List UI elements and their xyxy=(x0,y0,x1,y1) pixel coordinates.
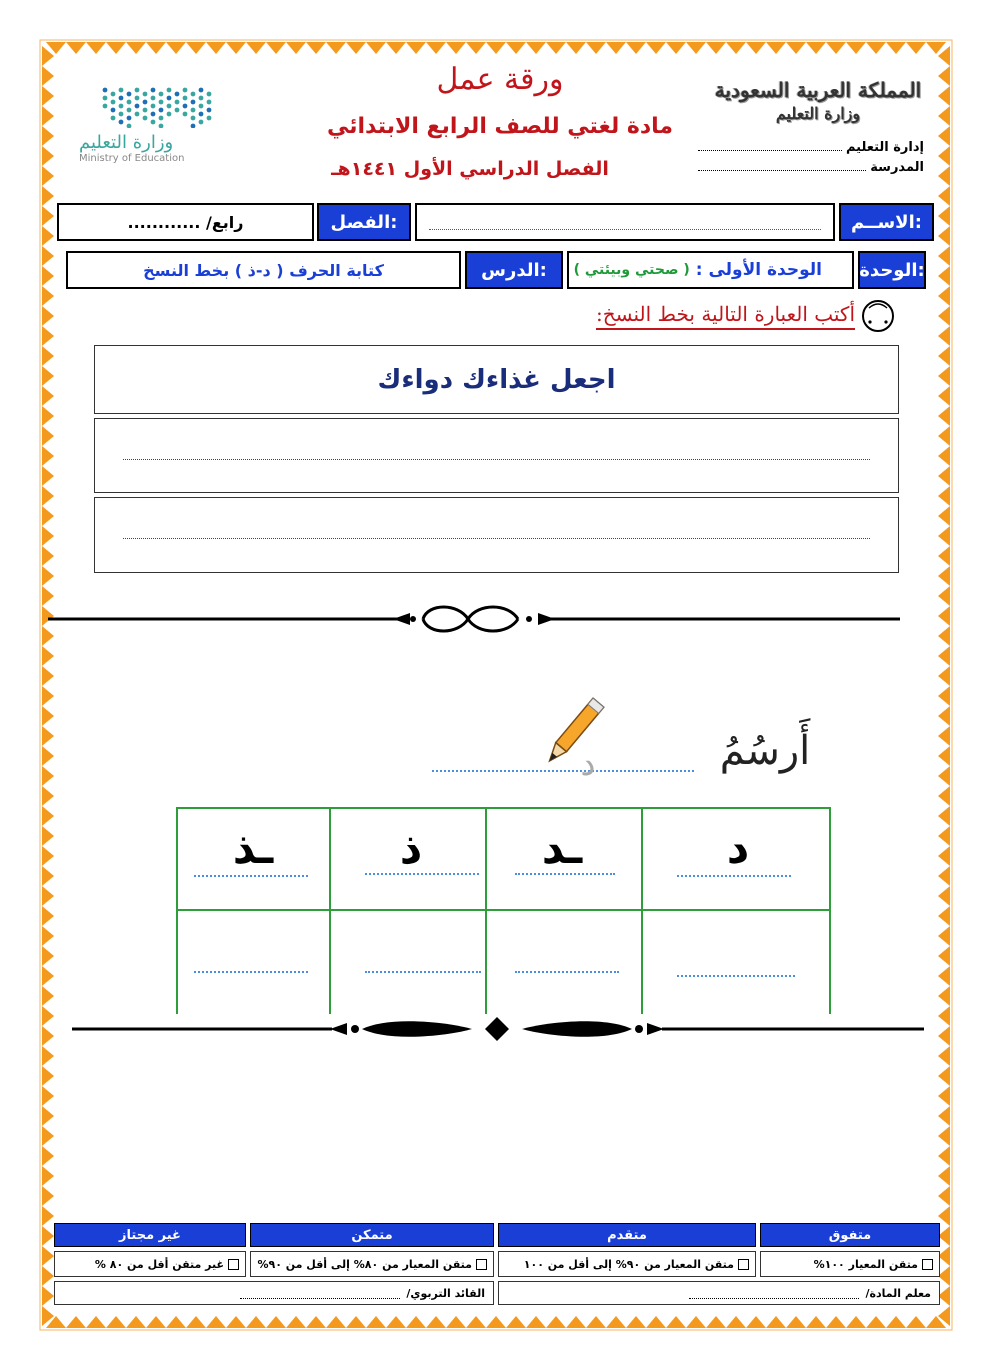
model-sentence: اجعل غذاءك دواءك xyxy=(377,364,616,395)
kingdom-logo xyxy=(712,78,924,138)
practice-cell-1[interactable] xyxy=(643,911,829,1011)
letter-cell-3 xyxy=(331,809,485,909)
letter-cell-2 xyxy=(487,809,641,909)
kingdom-logo-text: المملكة العربية السعودية xyxy=(714,78,922,102)
school-line xyxy=(698,160,924,175)
checkbox-icon xyxy=(922,1259,933,1270)
writing-line-1-dots xyxy=(123,459,870,460)
letter-2-trace xyxy=(515,873,615,875)
criterion-1[interactable] xyxy=(760,1251,940,1277)
subject-title: مادة لغتي للصف الرابع الابتدائي xyxy=(326,114,674,139)
level-name-1: متفوق xyxy=(828,1227,872,1243)
class-label-text: الفصل: xyxy=(330,211,398,233)
name-label-text: الاســم: xyxy=(851,211,922,233)
level-header-1 xyxy=(760,1223,940,1247)
lesson-value: كتابة الحرف ( د-ذ ) بخط النسخ xyxy=(143,260,384,280)
level-header-2 xyxy=(498,1223,756,1247)
exercise1-instruction-text: أكتب العبارة التالية بخط النسخ: xyxy=(596,302,855,330)
teacher-signature-dots xyxy=(689,1288,859,1299)
letter-4-trace xyxy=(194,875,308,877)
moe-logo xyxy=(75,80,235,180)
unit-name: ( صحتي وبيئتي ) xyxy=(573,262,690,278)
criterion-3-text: متقن المعيار من ٨٠% إلى أقل من ٩٠% xyxy=(257,1257,472,1271)
leader-signature-dots xyxy=(240,1288,400,1299)
letter-3-trace xyxy=(365,873,479,875)
teacher-signature[interactable] xyxy=(498,1281,940,1305)
name-label xyxy=(839,203,934,241)
worksheet-title: ورقة عمل xyxy=(436,62,564,97)
checkbox-icon xyxy=(228,1259,239,1270)
criterion-4[interactable] xyxy=(54,1251,246,1277)
class-value: رابع/ ............ xyxy=(127,212,244,232)
letter-4: ـذ xyxy=(232,823,274,874)
level-header-4 xyxy=(54,1223,246,1247)
letter-3: ذ xyxy=(399,823,423,874)
letter-1-trace xyxy=(677,875,791,877)
lesson-label-text: الدرس: xyxy=(481,259,547,281)
term-title: الفصل الدراسي الأول ١٤٤١هـ xyxy=(331,158,609,180)
criterion-4-text: غير متقن أقل من ٨٠ % xyxy=(94,1257,224,1271)
unit-field xyxy=(567,251,854,289)
name-field[interactable] xyxy=(415,203,835,241)
teacher-label: معلم المادة/ xyxy=(865,1286,931,1300)
criterion-2[interactable] xyxy=(498,1251,756,1277)
lesson-field xyxy=(66,251,461,289)
lesson-label xyxy=(465,251,563,289)
letter-cell-1 xyxy=(643,809,829,909)
criterion-1-text: متقن المعيار ١٠٠% xyxy=(813,1257,918,1271)
ornament-divider-2 xyxy=(72,1015,924,1047)
checkbox-icon xyxy=(476,1259,487,1270)
school-label: المدرسة xyxy=(870,160,924,175)
practice-cell-4[interactable] xyxy=(178,911,329,1011)
writing-line-2[interactable] xyxy=(94,497,899,573)
unit-value: الوحدة الأولى : xyxy=(695,260,822,280)
criterion-2-text: متقن المعيار من ٩٠% إلى أقل من ١٠٠ xyxy=(523,1257,734,1271)
writing-line-1[interactable] xyxy=(94,418,899,493)
level-name-4: غير مجتاز xyxy=(119,1227,181,1243)
practice-2-trace xyxy=(515,971,619,973)
leader-label: القائد التربوي/ xyxy=(406,1286,485,1300)
letter-cell-4 xyxy=(178,809,329,909)
unit-label xyxy=(858,251,926,289)
practice-1-trace xyxy=(677,975,795,977)
sentence-box xyxy=(94,345,899,414)
name-field-dots xyxy=(429,215,821,230)
class-field[interactable] xyxy=(57,203,314,241)
leader-signature[interactable] xyxy=(54,1281,494,1305)
moe-logo-arabic: وزارة التعليم xyxy=(79,132,174,153)
moe-logo-english: Ministry of Education xyxy=(79,153,185,164)
level-name-3: متمكن xyxy=(351,1227,393,1243)
letter-2: ـد xyxy=(541,823,583,874)
exercise-circle-icon xyxy=(860,298,896,334)
moe-dots-icon xyxy=(75,80,235,128)
class-label xyxy=(317,203,411,241)
practice-cell-2[interactable] xyxy=(487,911,641,1011)
writing-line-2-dots xyxy=(123,538,870,539)
checkbox-icon xyxy=(738,1259,749,1270)
letter-1: د xyxy=(726,823,750,874)
exercise1-instruction xyxy=(560,302,855,326)
pencil-letter: د xyxy=(580,744,596,784)
education-admin-line xyxy=(698,140,924,155)
practice-cell-3[interactable] xyxy=(331,911,485,1011)
education-admin-label: إدارة التعليم xyxy=(845,140,924,155)
criterion-3[interactable] xyxy=(250,1251,494,1277)
ornament-divider-1 xyxy=(48,598,900,644)
unit-label-text: الوحدة: xyxy=(859,259,925,281)
level-name-2: متقدم xyxy=(607,1227,647,1243)
draw-title: أَرسُمُ xyxy=(719,728,811,774)
ministry-logo-text: وزارة التعليم xyxy=(775,104,861,123)
practice-3-trace xyxy=(365,971,481,973)
level-header-3 xyxy=(250,1223,494,1247)
practice-4-trace xyxy=(194,971,308,973)
